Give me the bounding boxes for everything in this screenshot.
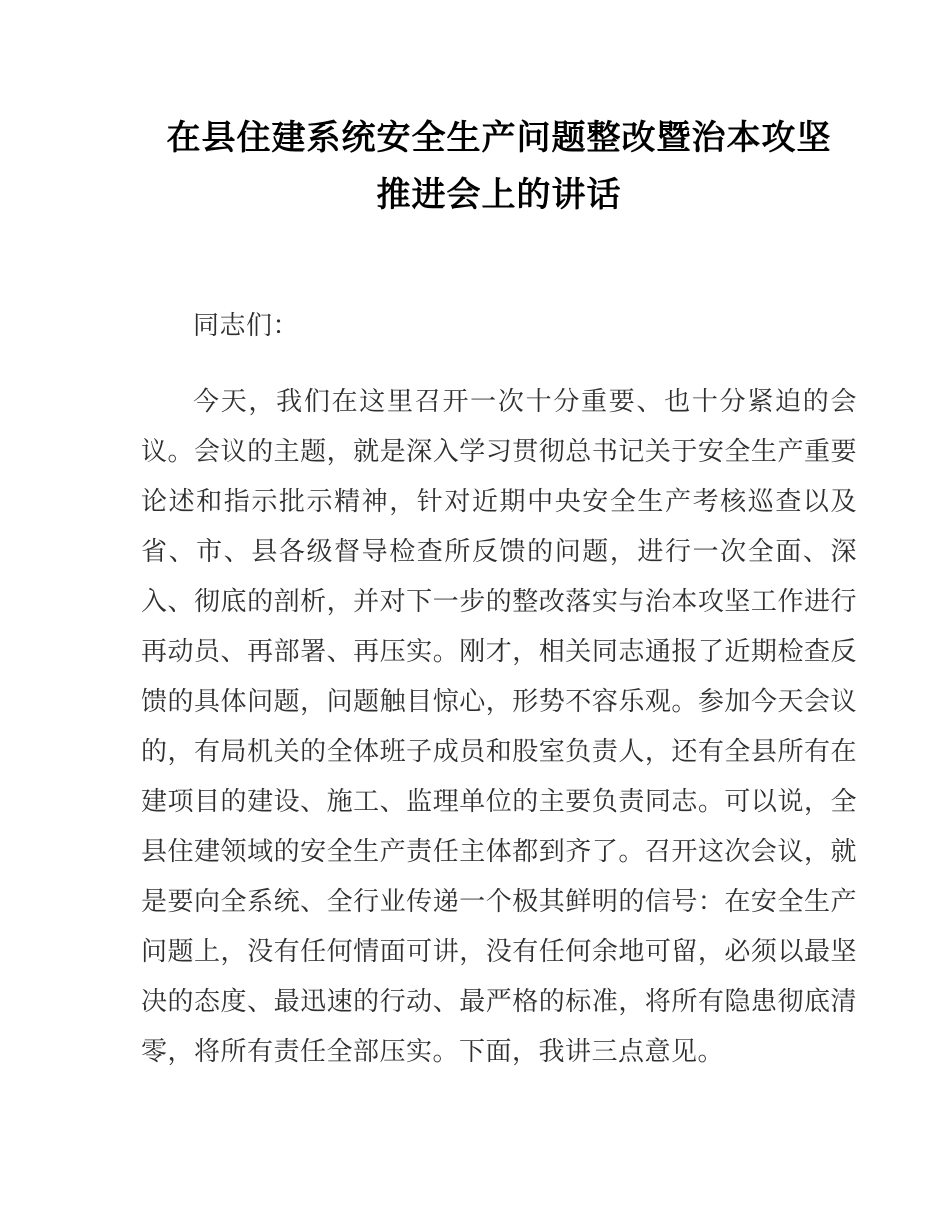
document-content xyxy=(141,0,857,1103)
body-paragraph: 今天，我们在这里召开一次十分重要、也十分紧迫的会议。会议的主题，就是深入学习贯彻总书记关于安全生产重要论述和指示批示精神，针对近期中央安全生产考核巡查以及省、市、县各级督导检查所反馈的问题，进行一次全面、深入、彻底的剖析，并对下一步的整改落实与治本攻坚工作进行再动员、再部署、再压实。刚才，相关同志通报了近期检查反馈的具体问题，问题触目惊心，形势不容乐观。参加今天会议的，有局机关的全体班子成员和股室负责人，还有全县所有在建项目的建设、施工、监理单位的主要负责同志。可以说，全县住建领域的安全生产责任主体都到齐了。召开这次会议，就是要向全系统、全行业传递一个极其鲜明的信号：在安全生产问题上，没有任何情面可讲，没有任何余地可留，必须以最坚决的态度、最迅速的行动、最严格的标准，将所有隐患彻底清零，将所有责任全部压实。下面，我讲三点意见。 xyxy=(141,387,857,1066)
document-title xyxy=(141,110,857,224)
document-title-line-2: 推进会上的讲话 xyxy=(376,176,622,214)
document-title-line-1: 在县住建系统安全生产问题整改暨治本攻坚 xyxy=(166,119,832,157)
document-body xyxy=(141,301,857,1077)
salutation: 同志们： xyxy=(193,311,300,340)
